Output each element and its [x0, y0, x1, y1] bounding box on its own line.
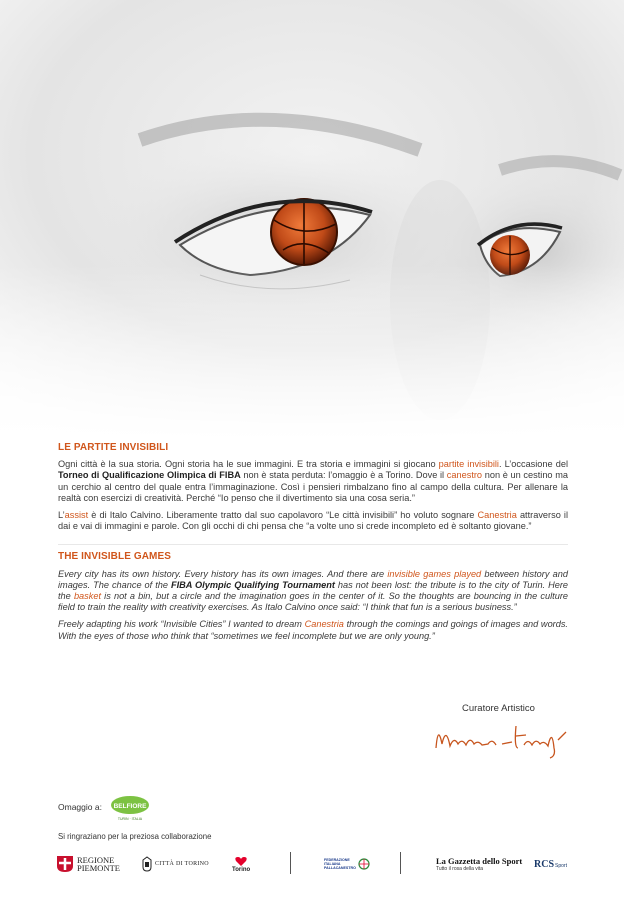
regione-line1: REGIONE — [77, 855, 115, 865]
fip-ball-icon — [358, 858, 370, 870]
belfiore-logo-sub: TURIN · ITALIA — [117, 817, 143, 821]
gazzetta-tagline: Tutto il rosa della vita — [436, 866, 484, 872]
highlighted-term: canestro — [446, 470, 483, 481]
fip-logo — [324, 850, 370, 878]
section-divider — [58, 544, 568, 545]
hero-photo — [0, 0, 624, 440]
text-content — [58, 436, 568, 648]
thanks-text: Si ringraziano per la preziosa collaborazione — [58, 832, 212, 841]
belfiore-logo — [110, 795, 150, 823]
torino-heart-logo — [232, 850, 250, 878]
highlighted-term: basket — [73, 591, 102, 602]
gazzetta-logo — [436, 850, 522, 878]
italian-heading: LE PARTITE INVISIBILI — [58, 442, 169, 453]
bold-term: FIBA Olympic Qualifying Tournament — [170, 579, 335, 590]
fip-line1: FEDERAZIONE — [324, 858, 350, 862]
torino-text: Torino — [232, 866, 251, 873]
logo-divider — [290, 852, 291, 874]
highlighted-term: partite invisibili — [438, 459, 499, 470]
english-paragraph-1 — [58, 569, 568, 614]
highlighted-term: Canestria — [477, 510, 517, 521]
highlighted-term: invisible games played — [387, 568, 482, 579]
fip-line2: ITALIANA — [324, 862, 341, 866]
english-section — [58, 551, 568, 641]
citta-torino-logo — [142, 850, 209, 878]
italian-section — [58, 442, 568, 532]
english-heading: THE INVISIBLE GAMES — [58, 551, 172, 563]
text-run: non è stata perduta: l’omaggio è a Torino. Dove il — [240, 470, 447, 481]
text-run: è di Italo Calvino. Liberamente tratto dal suo capolavoro “Le città invisibili” ho voluto sognare — [88, 510, 478, 521]
bold-term: Torneo di Qualificazione Olimpica di FIBA — [58, 470, 241, 481]
text-run: is not a bin, but a circle and the imagination goes in the center of it. So the thoughts are bouncing in the culture field to train the reality with creativity exercises. As Italo Calvino once said: “I think that fun is a serious business.” — [58, 591, 568, 613]
italian-paragraph-1 — [58, 459, 568, 504]
belfiore-logo-text: BELFIORE — [113, 803, 147, 810]
text-run: non è un cestino ma un cerchio al centro del quale entra l’immaginazione. Così i pensieri rimbalzano fino al campo della cultura. Per allenare la realtà con esercizi di creatività. Perché “Io penso che il divertimento sia una cosa seria.” — [58, 470, 568, 503]
text-run: Every city has its own history. Every history has its own images. And there are — [58, 568, 388, 579]
text-run: . L’occasione del — [498, 459, 569, 470]
logo-divider — [400, 852, 401, 874]
regione-line2: PIEMONTE — [77, 863, 120, 873]
rcs-sport-logo — [534, 850, 567, 878]
text-run: between history and images. The chance of the — [58, 568, 568, 590]
sponsor-logos — [56, 850, 576, 880]
crest-icon — [142, 856, 152, 872]
fip-line3: PALLACANESTRO — [324, 866, 356, 870]
text-run: Ogni città è la sua storia. Ogni storia ha le sue immagini. E tra storia e immagini si giocano — [58, 459, 439, 470]
text-run: through the comings and goings of images and words. With the eyes of those who think that “sometimes we feel incomplete but we are only young.” — [58, 619, 568, 641]
highlighted-term: assist — [64, 510, 89, 521]
highlighted-term: Canestria — [304, 619, 344, 630]
text-run: L’ — [58, 510, 65, 521]
english-paragraph-2 — [58, 619, 568, 641]
citta-text: CITTÀ DI TORINO — [155, 861, 209, 867]
regione-piemonte-logo — [56, 850, 120, 878]
curator-signature — [432, 718, 572, 762]
regione-shield-icon — [56, 855, 74, 873]
rcs-text: RCS — [534, 858, 555, 870]
text-run: Freely adapting his work “Invisible Cities” I wanted to dream — [58, 619, 305, 630]
text-run: attraverso il dai e vai di immagini e parole. Con gli occhi di chi pensa che “a volte uno si crede incompleto ed è soltanto giovane.” — [58, 510, 568, 532]
gazzetta-title: La Gazzetta dello Sport — [436, 856, 523, 866]
heart-icon — [235, 856, 247, 867]
curator-label: Curatore Artistico — [462, 703, 535, 714]
italian-paragraph-2 — [58, 510, 568, 532]
text-run: has not been lost: the tribute is to the city of Turin. Here the — [58, 579, 568, 602]
rcs-sub: Sport — [555, 862, 567, 869]
omaggio-label: Omaggio a: — [58, 802, 102, 812]
